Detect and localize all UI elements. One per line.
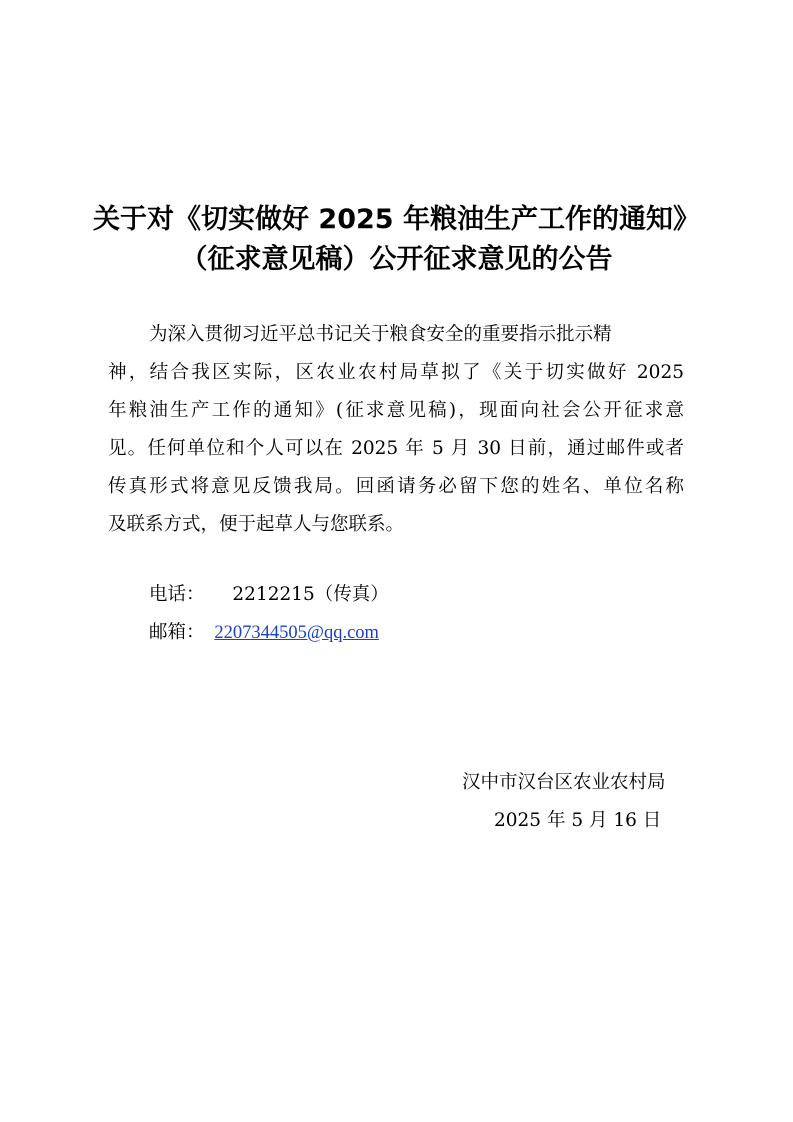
paragraph-line: 传真形式将意见反馈我局。回函请务必留下您的姓名、单位名称: [108, 476, 684, 497]
phone-row: [149, 576, 389, 614]
signature-organization: 汉中市汉台区农业农村局: [462, 772, 666, 793]
email-row: [149, 614, 379, 652]
paragraph-line: 及联系方式，便于起草人与您联系。: [108, 514, 405, 535]
paragraph-line: 为深入贯彻习近平总书记关于粮食安全的重要指示批示精: [149, 324, 612, 345]
paragraph-line: 见。任何单位和个人可以在 2025 年 5 月 30 日前，通过邮件或者: [108, 438, 684, 459]
email-label: 邮箱：: [149, 622, 205, 643]
phone-label: 电话：: [149, 584, 205, 605]
document-title-line-2: （征求意见稿）公开征求意见的公告: [180, 244, 613, 275]
paragraph-line: 神，结合我区实际，区农业农村局草拟了《关于切实做好 2025: [108, 362, 684, 383]
email-link[interactable]: 2207344505@qq.com: [214, 623, 379, 643]
signature-date: 2025 年 5 月 16 日: [494, 810, 662, 831]
paragraph-line: 年粮油生产工作的通知》(征求意见稿)，现面向社会公开征求意: [108, 400, 684, 421]
document-title-line-1: 关于对《切实做好 2025 年粮油生产工作的通知》: [93, 204, 700, 235]
phone-value: 2212215（传真）: [232, 584, 389, 605]
